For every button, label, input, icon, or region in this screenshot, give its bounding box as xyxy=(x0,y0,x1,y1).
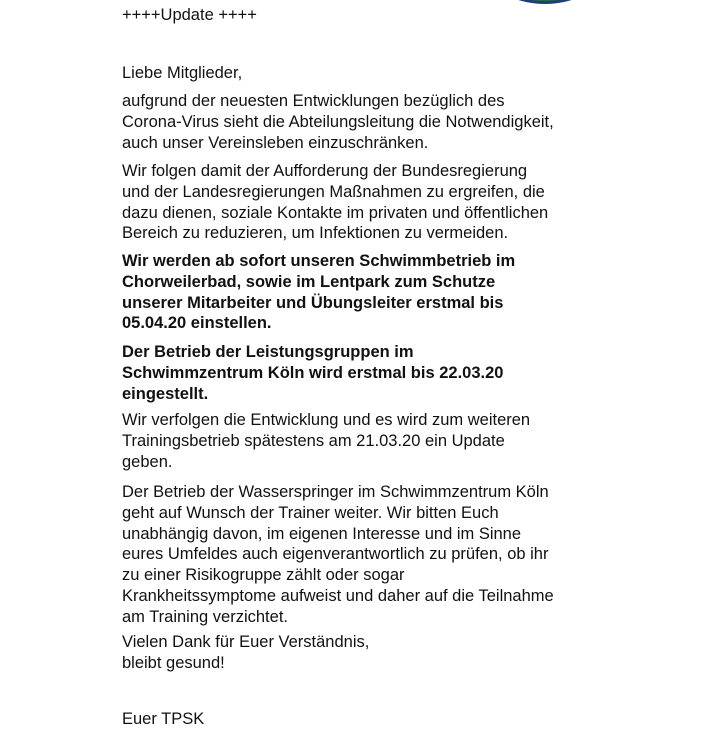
salutation: Liebe Mitglieder, xyxy=(122,64,243,82)
paragraph-virus-intro xyxy=(122,91,554,153)
text-line: Bereich zu reduzieren, um Infektionen zu vermeiden. xyxy=(122,224,509,243)
text-line: bleibt gesund! xyxy=(122,653,225,672)
signature: Euer TPSK xyxy=(122,710,205,728)
text-line: Schwimmzentrum Köln wird erstmal bis 22.03.20 xyxy=(122,363,504,382)
text-line: Der Betrieb der Wasserspringer im Schwimmzentrum Köln xyxy=(122,483,549,501)
text-line: geht auf Wunsch der Trainer weiter. Wir bitten Euch xyxy=(122,503,499,522)
text-line: eingestellt. xyxy=(122,384,209,403)
text-line: Corona-Virus sieht die Abteilungsleitung die Notwendigkeit, xyxy=(122,112,554,131)
paragraph-swim-suspension xyxy=(122,251,515,334)
text-line: Trainingsbetrieb spätestens am 21.03.20 ein Update xyxy=(122,431,505,450)
text-line: aufgrund der neuesten Entwicklungen bezüglich des xyxy=(122,92,505,110)
text-line: und der Landesregierungen Maßnahmen zu ergreifen, die xyxy=(122,182,545,201)
text-line: Vielen Dank für Euer Verständnis, xyxy=(122,633,370,651)
text-line: Wir folgen damit der Aufforderung der Bundesregierung xyxy=(122,162,528,180)
paragraph-performance-groups xyxy=(122,342,503,404)
club-logo-icon xyxy=(497,0,593,4)
text-line: dazu dienen, soziale Kontakte im privaten und öffentlichen xyxy=(122,203,549,222)
paragraph-divers xyxy=(122,482,554,628)
text-line: auch unser Vereinsleben einzuschränken. xyxy=(122,133,429,152)
text-line: unserer Mitarbeiter und Übungsleiter erstmal bis xyxy=(122,293,504,312)
text-line: Chorweilerbad, sowie im Lentpark zum Schutze xyxy=(122,272,496,291)
paragraph-closing xyxy=(122,632,369,674)
text-line: am Training verzichtet. xyxy=(122,607,288,626)
paragraph-government-measures xyxy=(122,161,548,244)
text-line: 05.04.20 einstellen. xyxy=(122,314,272,333)
text-line: Krankheitssymptome aufweist und daher auf die Teilnahme xyxy=(122,586,554,605)
text-line: eures Umfeldes auch eigenverantwortlich zu prüfen, ob ihr xyxy=(122,545,549,564)
paragraph-training-update xyxy=(122,410,530,472)
text-line: Wir werden ab sofort unseren Schwimmbetrieb im xyxy=(122,252,516,270)
text-line: Wir verfolgen die Entwicklung und es wird zum weiteren xyxy=(122,411,531,429)
text-line: zu einer Risikogruppe zählt oder sogar xyxy=(122,566,405,585)
text-line: Der Betrieb der Leistungsgruppen im xyxy=(122,343,414,361)
letter-page xyxy=(122,0,612,728)
update-header: ++++Update ++++ xyxy=(122,6,257,24)
text-line: unabhängig davon, im eigenen Interesse und im Sinne xyxy=(122,524,522,543)
text-line: geben. xyxy=(122,452,173,471)
